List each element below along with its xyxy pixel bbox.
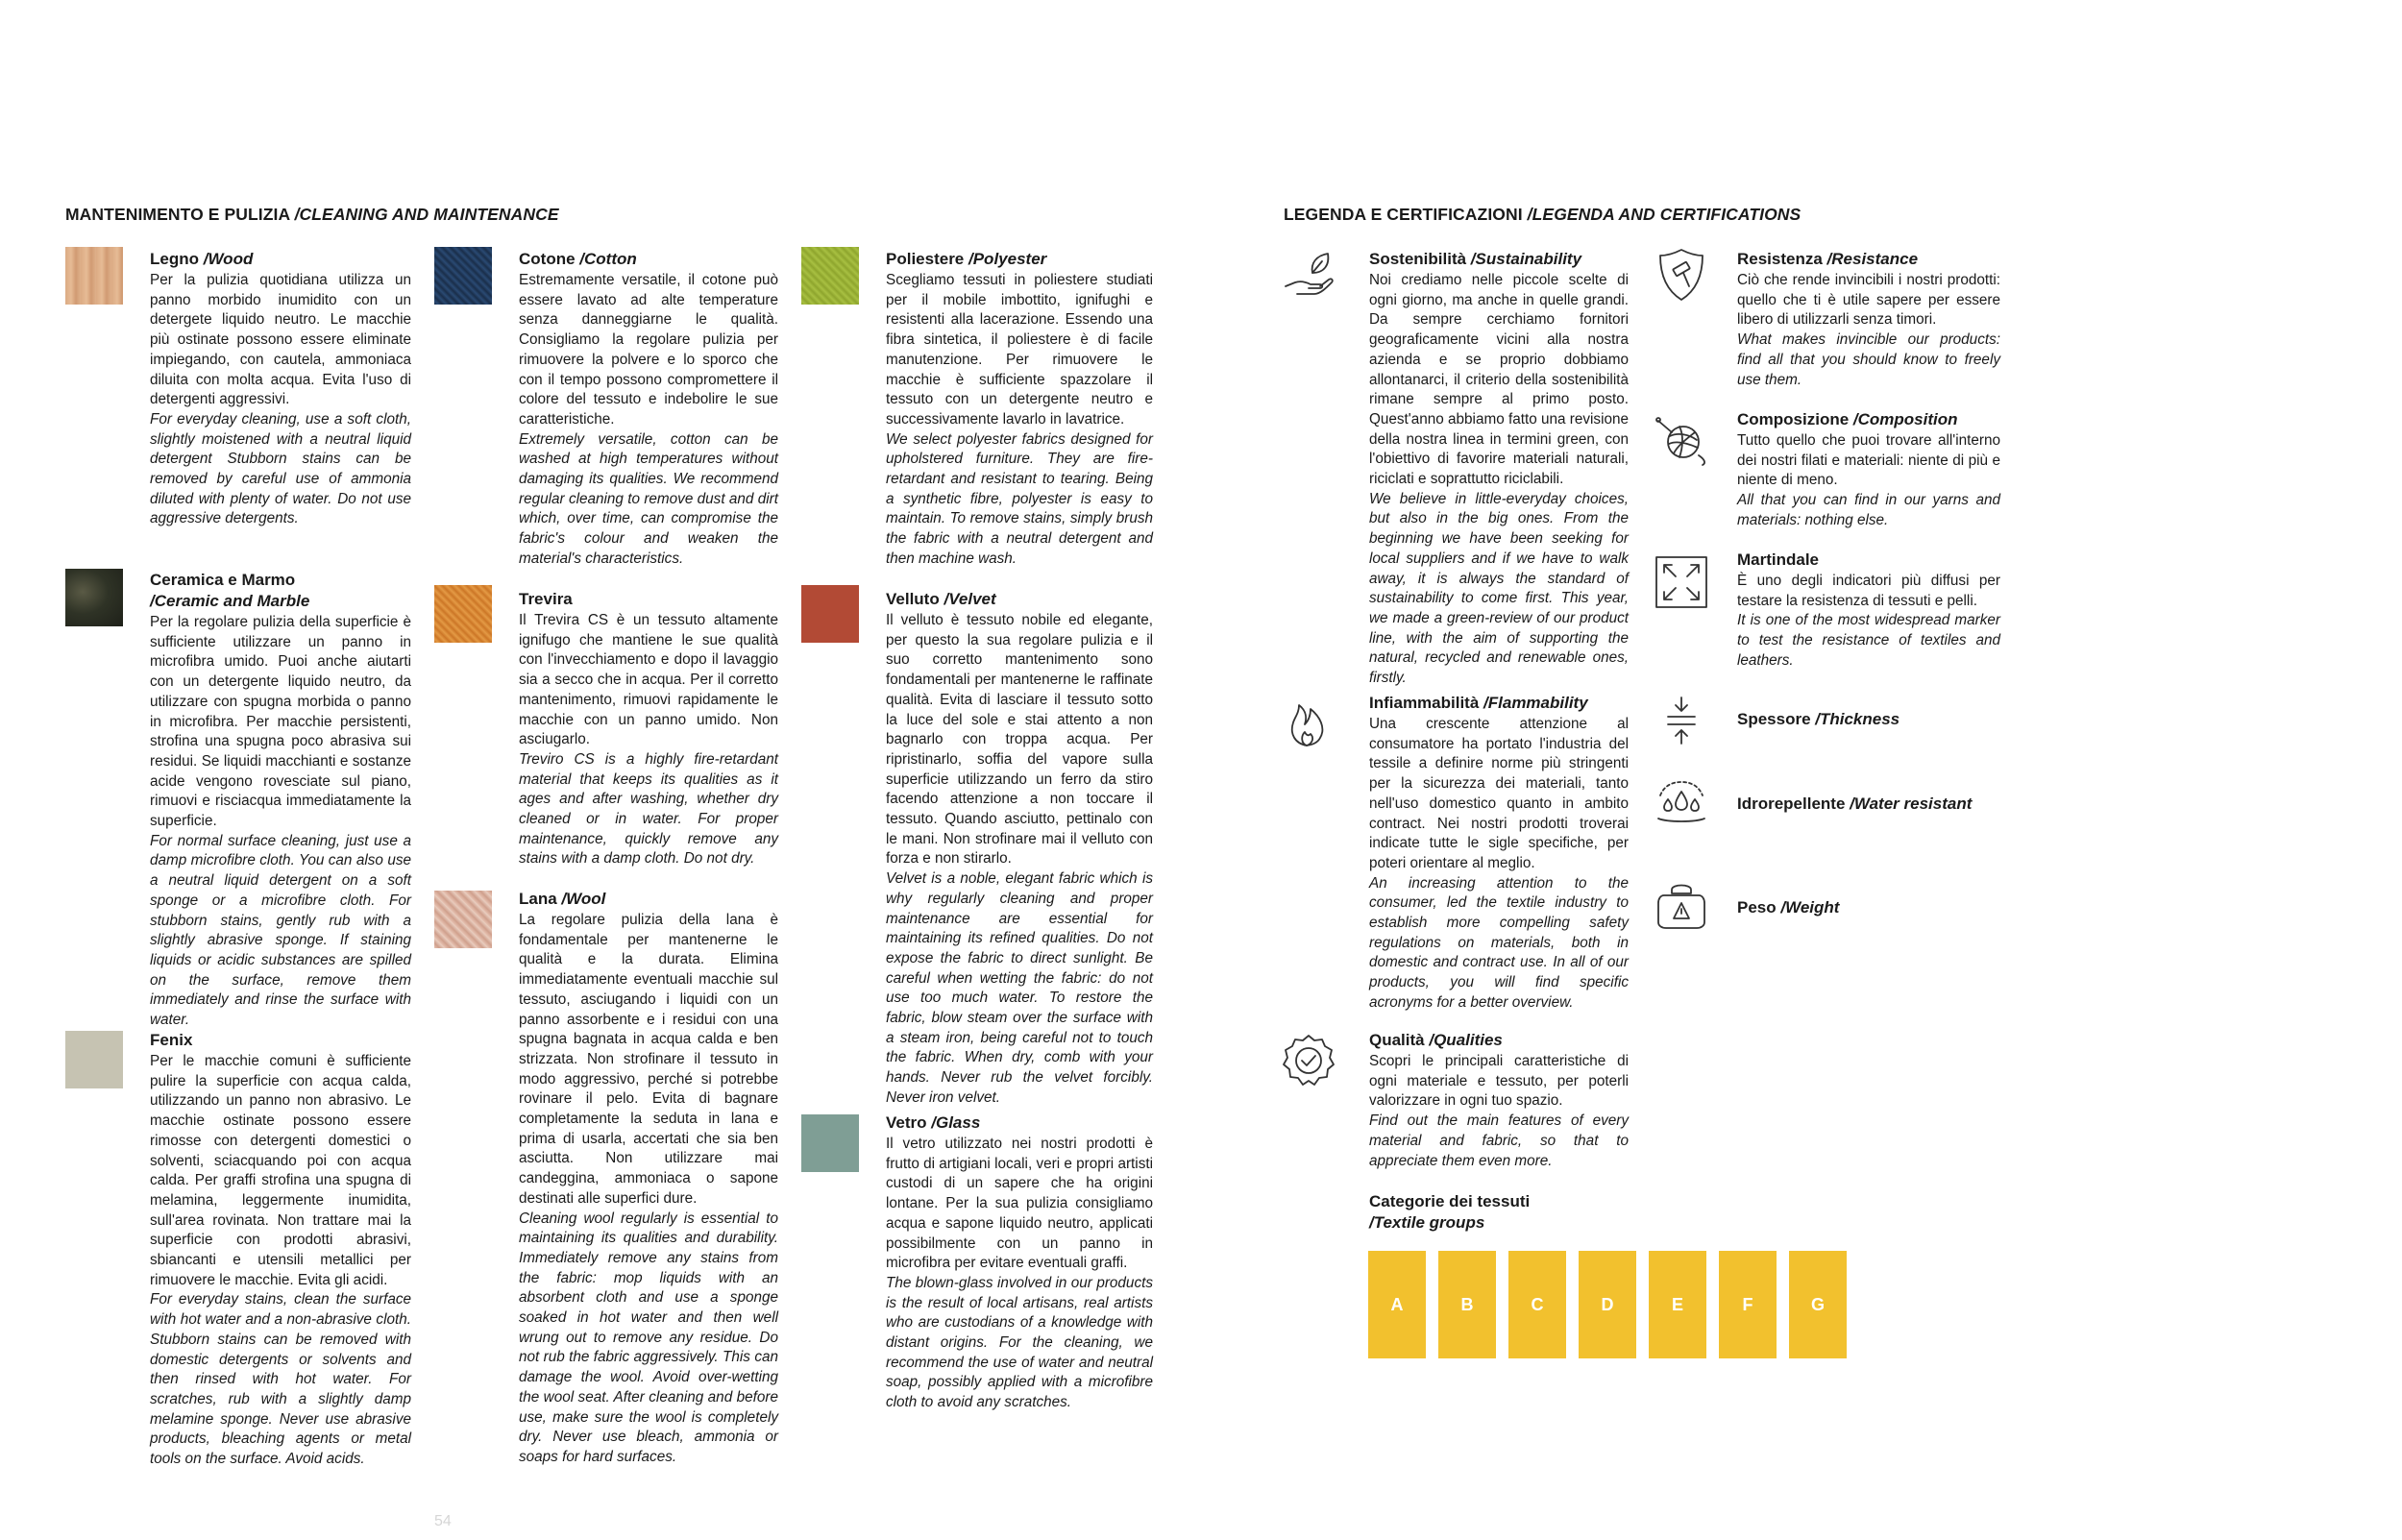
qualities-title [1369, 1030, 1629, 1051]
flammability-text-it: Una crescente attenzione al consumatore ha portato l'industria del tessile a definire norme più stringenti per la sicurezza dei materiali, tanto nell'uso domestico quanto in ambito contract. Nei nostri prodotti troverai indicate tutte le sigle specifiche, per poteri orientare al meglio. [1369, 716, 1629, 871]
sustainability-text-it: Noi crediamo nelle piccole scelte di ogni giorno, ma anche in quelle grandi. Da sempre cerchiamo fornitori geograficamente vicini alla nostra azienda e se proprio dobbiamo allontanarci, il criterio della sostenibilità rimane sempre al primo posto. Quest'anno abbiamo fatto una revisione della nostra linea in termini green, con l'obiettivo di favorire materiali naturali, riciclati e soprattutto riciclabili. [1369, 272, 1629, 488]
weight-icon [1651, 874, 1712, 936]
hand-leaf-icon [1278, 244, 1339, 306]
wool-text-en: Cleaning wool regularly is essential to maintaining its qualities and durability. Immediately remove any stains from the fabric: mop liquids with an absorbent cloth and use a sponge soaked in hot water and then well wrung out to remove any residue. Do not rub the fabric aggressively. This can damage the wool. Avoid over-wetting the wool seat. After cleaning and before use, make sure the wool is completely dry. Never use bleach, ammonia or soaps for hard surfaces. [519, 1210, 778, 1465]
fenix-entry [150, 1030, 411, 1470]
wool-title-en: /Wool [561, 890, 606, 908]
qualities-title-it: Qualità [1369, 1031, 1430, 1049]
cotton-swatch [434, 247, 492, 305]
velvet-title-en: /Velvet [944, 590, 996, 608]
textile-group-e [1649, 1251, 1706, 1358]
composition-title [1737, 409, 2000, 430]
cotton-entry [519, 249, 778, 570]
velvet-title-it: Velluto [886, 590, 944, 608]
shield-hammer-icon [1651, 244, 1712, 306]
weight-title-en: /Weight [1780, 898, 1840, 917]
right-section-title [1284, 205, 1801, 225]
polyester-title-en: /Polyester [968, 250, 1047, 268]
cotton-title-it: Cotone [519, 250, 580, 268]
glass-text-it: Il vetro utilizzato nei nostri prodotti è frutto di artigiani locali, veri e propri artisti custodi di un sapere che ha origini lontane. Per la sua pulizia consigliamo acqua e sapone liquido neutro, applicati possibilmente con un panno in microfibra per evitare eventuali graffi. [886, 1136, 1154, 1272]
sustainability-title-en: /Sustainability [1470, 250, 1582, 268]
sustainability-entry [1369, 249, 1629, 689]
fenix-title-it: Fenix [150, 1031, 193, 1049]
velvet-swatch [801, 585, 859, 643]
velvet-text-it: Il velluto è tessuto nobile ed elegante, per questo la sua regolare pulizia e il suo corretto mantenimento sono fondamentali per mantenerne le raffinate qualità. Evita di lasciare il tessuto sotto la luce del sole e stai attento a non bagnarlo con troppa acqua. Per ripristinarlo, soffia del vapore sulla superficie utilizzando un ferro da stiro facendo attenzione a non toccare il tessuto. Quando asciutto, pettinalo con le mani. Non strofinare mai il velluto con forza e non stirarlo. [886, 612, 1153, 868]
textile-group-c-label: C [1531, 1294, 1544, 1314]
textile-group-a-label: A [1390, 1294, 1404, 1314]
cotton-title [519, 249, 778, 270]
textile-group-f-label: F [1742, 1294, 1753, 1314]
textile-groups-title-it: Categorie dei tessuti [1369, 1192, 1531, 1210]
sustainability-text-en: We believe in little-everyday choices, but also in the big ones. From the beginning we have been seeking for local suppliers and if we have to walk away, it is always the standard of sustainability to come first. This year, we made a green-review of our product line, with the aim of supporting the natural, recycled and renewable ones, firstly. [1369, 490, 1629, 687]
left-section-title-en: /CLEANING AND MAINTENANCE [294, 205, 559, 224]
trevira-text-it: Il Trevira CS è un tessuto altamente ignifugo che mantiene le sue qualità con l'invecchiamento e dopo il lavaggio sia a secco che in acqua. Per il corretto mantenimento, rimuovi rapidamente le macchie con un panno umido. Non asciugarlo. [519, 612, 778, 748]
thickness-title-it: Spessore [1737, 710, 1816, 728]
flammability-text-en: An increasing attention to the consumer, led the textile industry to establish more compelling safety regulations on materials, both in domestic and contract use. In all of our products, you will find specific acronyms for a better overview. [1369, 874, 1629, 1011]
resistance-title-it: Resistenza [1737, 250, 1827, 268]
yarn-ball-icon [1651, 407, 1712, 469]
weight-title-it: Peso [1737, 898, 1781, 917]
resistance-text-en: What makes invincible our products: find all that you should know to freely use them. [1737, 331, 2000, 388]
martindale-title [1737, 550, 2000, 571]
resistance-entry [1737, 249, 2000, 390]
velvet-text-en: Velvet is a noble, elegant fabric which is why regularly cleaning and proper maintenance are essential for maintaining its refined qualities. Do not expose the fabric to direct sunlight. Be careful when wetting the fabric: do not use too much water. To restore the fabric, blow steam over the surface with a steam iron, being careful not to touch the fabric. When dry, comb with your hands. Never rub the velvet forcibly. Never iron velvet. [886, 870, 1153, 1106]
thickness-arrows-icon [1651, 692, 1712, 753]
sustainability-title [1369, 249, 1629, 270]
wood-title-en: /Wood [203, 250, 254, 268]
textile-group-b-label: B [1460, 1294, 1474, 1314]
ceramic-swatch [65, 569, 123, 626]
textile-group-e-label: E [1671, 1294, 1683, 1314]
composition-text-it: Tutto quello che puoi trovare all'interno dei nostri filati e materiali: niente di più e niente di meno. [1737, 432, 2000, 489]
qualities-text-it: Scopri le principali caratteristiche di ogni materiale e tessuto, per poterli valorizzare in ogni tuo spazio. [1369, 1053, 1629, 1110]
water-resistant-title [1737, 794, 2000, 815]
fenix-text-it: Per le macchie comuni è sufficiente pulire la superficie con acqua calda, utilizzando un panno non abrasivo. Le macchie ostinate possono essere rimosse con detergenti domestici o solventi, sciacquando poi con acqua calda. Per graffi strofina una spugna di melamina, leggermente inumidita, sull'area rovinata. Non trattare mai la superficie con prodotti abrasivi, sbiancanti e utensili metallici per rimuovere le macchie. Evita gli acidi. [150, 1053, 411, 1288]
glass-title [886, 1112, 1153, 1134]
ceramic-title-en: /Ceramic and Marble [150, 592, 310, 610]
qualities-text-en: Find out the main features of every material and fabric, so that to appreciate them even more. [1369, 1112, 1629, 1169]
wool-title [519, 889, 778, 910]
flame-icon [1278, 690, 1339, 751]
wool-text-it: La regolare pulizia della lana è fondamentale per mantenerne le qualità e la durata. Elimina immediatamente eventuali macchie sul tessuto, asciugando i liquidi con un panno assorbente e i residui con una spugna bagnata in acqua calda e ben strizzata. Non strofinare il tessuto in modo aggressivo, perché si potrebbe rovinare il pelo. Evita di bagnare completamente la seduta in lana e prima di usarla, accertati che sia ben asciutta. Non utilizzare mai candeggina, ammoniaca o sapone destinati alle superfici dure. [519, 912, 778, 1207]
sustainability-title-it: Sostenibilità [1369, 250, 1471, 268]
glass-text-en: The blown-glass involved in our products is the result of local artisans, real artists who are custodians of a knowledge with distant origins. For the cleaning, we recommend the use of water and neutral soap, possibly applied with a microfibre cloth to avoid any scratches. [886, 1274, 1153, 1411]
page-number: 54 [434, 1513, 452, 1529]
quality-seal-icon [1278, 1030, 1339, 1091]
qualities-title-en: /Qualities [1429, 1031, 1503, 1049]
composition-entry [1737, 409, 2000, 531]
wool-entry [519, 889, 778, 1468]
flammability-entry [1369, 693, 1629, 1014]
textile-group-b [1438, 1251, 1496, 1358]
composition-title-en: /Composition [1852, 410, 1958, 428]
resistance-title [1737, 249, 2000, 270]
weight-entry [1737, 897, 2000, 919]
resistance-title-en: /Resistance [1826, 250, 1919, 268]
weight-title [1737, 897, 2000, 918]
glass-swatch [801, 1114, 859, 1172]
water-resistant-title-it: Idrorepellente [1737, 794, 1851, 813]
trevira-swatch [434, 585, 492, 643]
polyester-entry [886, 249, 1153, 570]
textile-group-c [1508, 1251, 1566, 1358]
trevira-entry [519, 589, 778, 869]
left-section-title-it: MANTENIMENTO E PULIZIA [65, 205, 295, 224]
trevira-title [519, 589, 778, 610]
ceramic-title-it: Ceramica e Marmo [150, 571, 296, 589]
martindale-entry [1737, 550, 2000, 672]
cotton-text-it: Estremamente versatile, il cotone può essere lavato ad alte temperature senza danneggiarne le qualità. Consigliamo la regolare pulizia per rimuovere la polvere e lo sporco che con il tempo possono compromettere il colore del tessuto e indebolire le sue caratteristiche. [519, 272, 778, 428]
water-resistant-title-en: /Water resistant [1850, 794, 1973, 813]
wool-title-it: Lana [519, 890, 562, 908]
textile-group-g-label: G [1810, 1294, 1825, 1314]
left-section-title [65, 205, 559, 225]
polyester-text-en: We select polyester fabrics designed for upholstered furniture. They are fire-retardant and resistant to tearing. Being a synthetic fibre, polyester is easy to maintain. To remove stains, simply brush the fabric with a neutral detergent and then machine wash. [886, 430, 1153, 567]
textile-group-f [1719, 1251, 1777, 1358]
textile-groups-title [1369, 1191, 1657, 1234]
martindale-text-it: È uno degli indicatori più diffusi per testare la resistenza di tessuti e pelli. [1737, 573, 2000, 609]
wood-text-it: Per la pulizia quotidiana utilizza un panno morbido inumidito con un detergete liquido neutro. Le macchie più ostinate possono essere eliminate impiegando, con cautela, ammoniaca diluita con molta acqua. Evita l'uso di detergenti aggressivi. [150, 272, 411, 408]
qualities-entry [1369, 1030, 1629, 1171]
glass-title-it: Vetro [886, 1113, 932, 1132]
right-section-title-it: LEGENDA E CERTIFICAZIONI [1284, 205, 1528, 224]
polyester-title-it: Poliestere [886, 250, 968, 268]
trevira-text-en: Treviro CS is a highly fire-retardant material that keeps its qualities as it ages and after washing, whether dry cleaned or in water. For proper maintenance, quickly remove any stains with a damp cloth. Do not dry. [519, 750, 778, 868]
polyester-swatch [801, 247, 859, 305]
textile-group-d [1579, 1251, 1636, 1358]
polyester-text-it: Scegliamo tessuti in poliestere studiati per il mobile imbottito, ignifughi e resistenti alla lacerazione. Essendo una fibra sintetica, il poliestere è di facile manutenzione. Per rimuovere le macchie è sufficiente spazzolare il tessuto con un detergente neutro e successivamente lavarlo in lavatrice. [886, 272, 1153, 428]
water-drops-icon [1651, 774, 1712, 836]
composition-text-en: All that you can find in our yarns and materials: nothing else. [1737, 492, 2000, 528]
textile-groups-title-en: /Textile groups [1369, 1213, 1485, 1232]
right-section-title-en: /LEGENDA AND CERTIFICATIONS [1527, 205, 1802, 224]
martindale-title-it: Martindale [1737, 550, 1820, 569]
fenix-text-en: For everyday stains, clean the surface with hot water and a non-abrasive cloth. Stubborn stains can be removed with domestic detergents or solvents and then rinsed with hot water. For scratches, rub with a slightly damp melamine sponge. Never use abrasive products, bleaching agents or metal tools on the surface. Avoid acids. [150, 1291, 411, 1468]
velvet-title [886, 589, 1153, 610]
water-resistant-entry [1737, 794, 2000, 816]
cotton-text-en: Extremely versatile, cotton can be washed at high temperatures without damaging its qualities. We recommend regular cleaning to remove dust and dirt which, over time, can compromise the fabric's colour and weaken the material's characteristics. [519, 430, 778, 567]
wood-text-en: For everyday cleaning, use a soft cloth, slightly moistened with a neutral liquid detergent Stubborn stains can be removed by careful use of ammonia diluted with plenty of water. Do not use aggressive detergents. [150, 410, 411, 527]
trevira-title-it: Trevira [519, 590, 573, 608]
textile-group-g [1789, 1251, 1847, 1358]
thickness-entry [1737, 709, 2000, 731]
polyester-title [886, 249, 1153, 270]
textile-group-a [1368, 1251, 1426, 1358]
fenix-title [150, 1030, 411, 1051]
expand-arrows-icon [1651, 551, 1712, 613]
flammability-title-it: Infiammabilità [1369, 694, 1484, 712]
glass-title-en: /Glass [931, 1113, 981, 1132]
textile-groups-header [1369, 1191, 1657, 1234]
ceramic-text-en: For normal surface cleaning, just use a damp microfibre cloth. You can also use a neutral liquid detergent on a soft sponge or a microfibre cloth. For stubborn stains, gently rub with a slightly abrasive sponge. If staining liquids or acidic substances are spilled on the surface, remove them immediately and rinse the surface with water. [150, 832, 411, 1029]
wood-title-it: Legno [150, 250, 204, 268]
ceramic-title [150, 570, 411, 612]
fenix-swatch [65, 1031, 123, 1088]
resistance-text-it: Ciò che rende invincibili i nostri prodotti: quello che ti è utile sapere per essere libero di utilizzarli senza timori. [1737, 272, 2000, 329]
flammability-title [1369, 693, 1629, 714]
ceramic-entry [150, 570, 411, 1031]
composition-title-it: Composizione [1737, 410, 1853, 428]
velvet-entry [886, 589, 1153, 1109]
flammability-title-en: /Flammability [1483, 694, 1588, 712]
wood-title [150, 249, 411, 270]
cotton-title-en: /Cotton [579, 250, 637, 268]
glass-entry [886, 1112, 1153, 1413]
wood-entry [150, 249, 411, 529]
thickness-title-en: /Thickness [1815, 710, 1900, 728]
wood-swatch [65, 247, 123, 305]
ceramic-text-it: Per la regolare pulizia della superficie è sufficiente utilizzare un panno in microfibra umido. Puoi anche aiutarti con un detergente liquido neutro, da utilizzare con spugna morbida o panno in microfibra. Per macchie persistenti, strofina una spugna poco abrasiva sui residui. Se liquidi macchianti e sostanze acide vengono rovesciate sul piano, rimuovi e risciacqua immediatamente la superficie. [150, 614, 411, 830]
thickness-title [1737, 709, 2000, 730]
textile-group-d-label: D [1601, 1294, 1614, 1314]
wool-swatch [434, 891, 492, 948]
martindale-text-en: It is one of the most widespread marker to test the resistance of textiles and leathers. [1737, 612, 2000, 669]
